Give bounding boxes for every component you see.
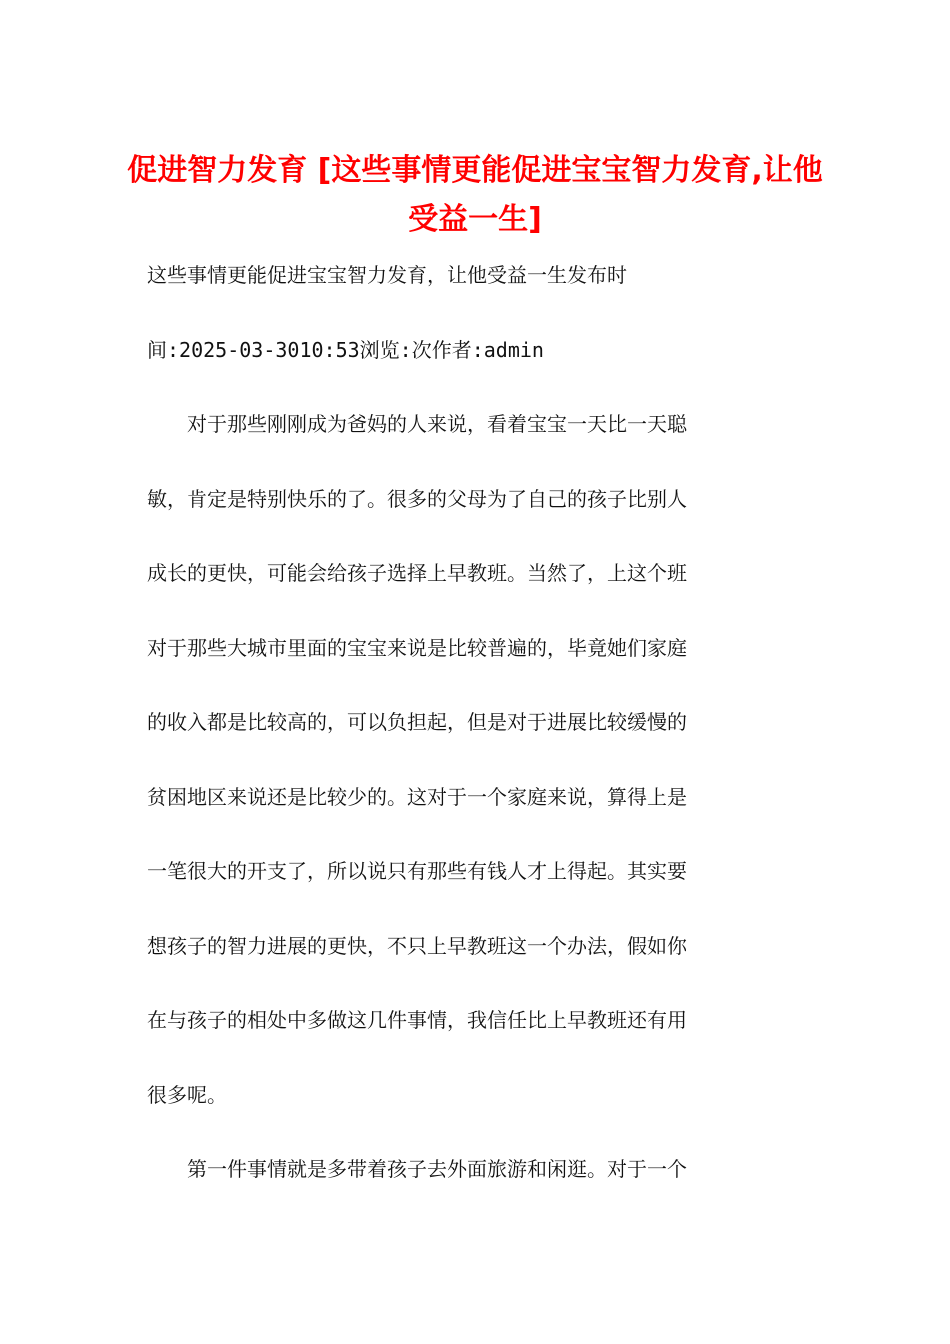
paragraph-line: 想孩子的智力进展的更快，不只上早教班这一个办法，假如你 <box>147 934 687 958</box>
paragraph-line: 很多呢。 <box>147 1083 227 1107</box>
paragraph-line: 一笔很大的开支了，所以说只有那些有钱人才上得起。其实要 <box>147 859 687 883</box>
meta-line: 间:2025-03-3010:53浏览:次作者:admin <box>147 338 544 362</box>
paragraph-line: 对于那些大城市里面的宝宝来说是比较普遍的，毕竟她们家庭 <box>147 636 687 660</box>
paragraph-line: 对于那些刚刚成为爸妈的人来说，看着宝宝一天比一天聪 <box>147 412 687 436</box>
paragraph-line: 的收入都是比较高的，可以负担起，但是对于进展比较缓慢的 <box>147 710 687 734</box>
paragraph-line: 成长的更快，可能会给孩子选择上早教班。当然了，上这个班 <box>147 561 687 585</box>
document-title: 促进智力发育 [这些事情更能促进宝宝智力发育,让他受益一生] <box>127 153 823 237</box>
paragraph-line: 敏，肯定是特别快乐的了。很多的父母为了自己的孩子比别人 <box>147 487 687 511</box>
meta-line: 这些事情更能促进宝宝智力发育，让他受益一生发布时 <box>147 263 627 287</box>
paragraph-line: 贫困地区来说还是比较少的。这对于一个家庭来说，算得上是 <box>147 785 687 809</box>
paragraph-line: 第一件事情就是多带着孩子去外面旅游和闲逛。对于一个 <box>147 1157 687 1181</box>
paragraph-line: 在与孩子的相处中多做这几件事情，我信任比上早教班还有用 <box>147 1008 687 1032</box>
